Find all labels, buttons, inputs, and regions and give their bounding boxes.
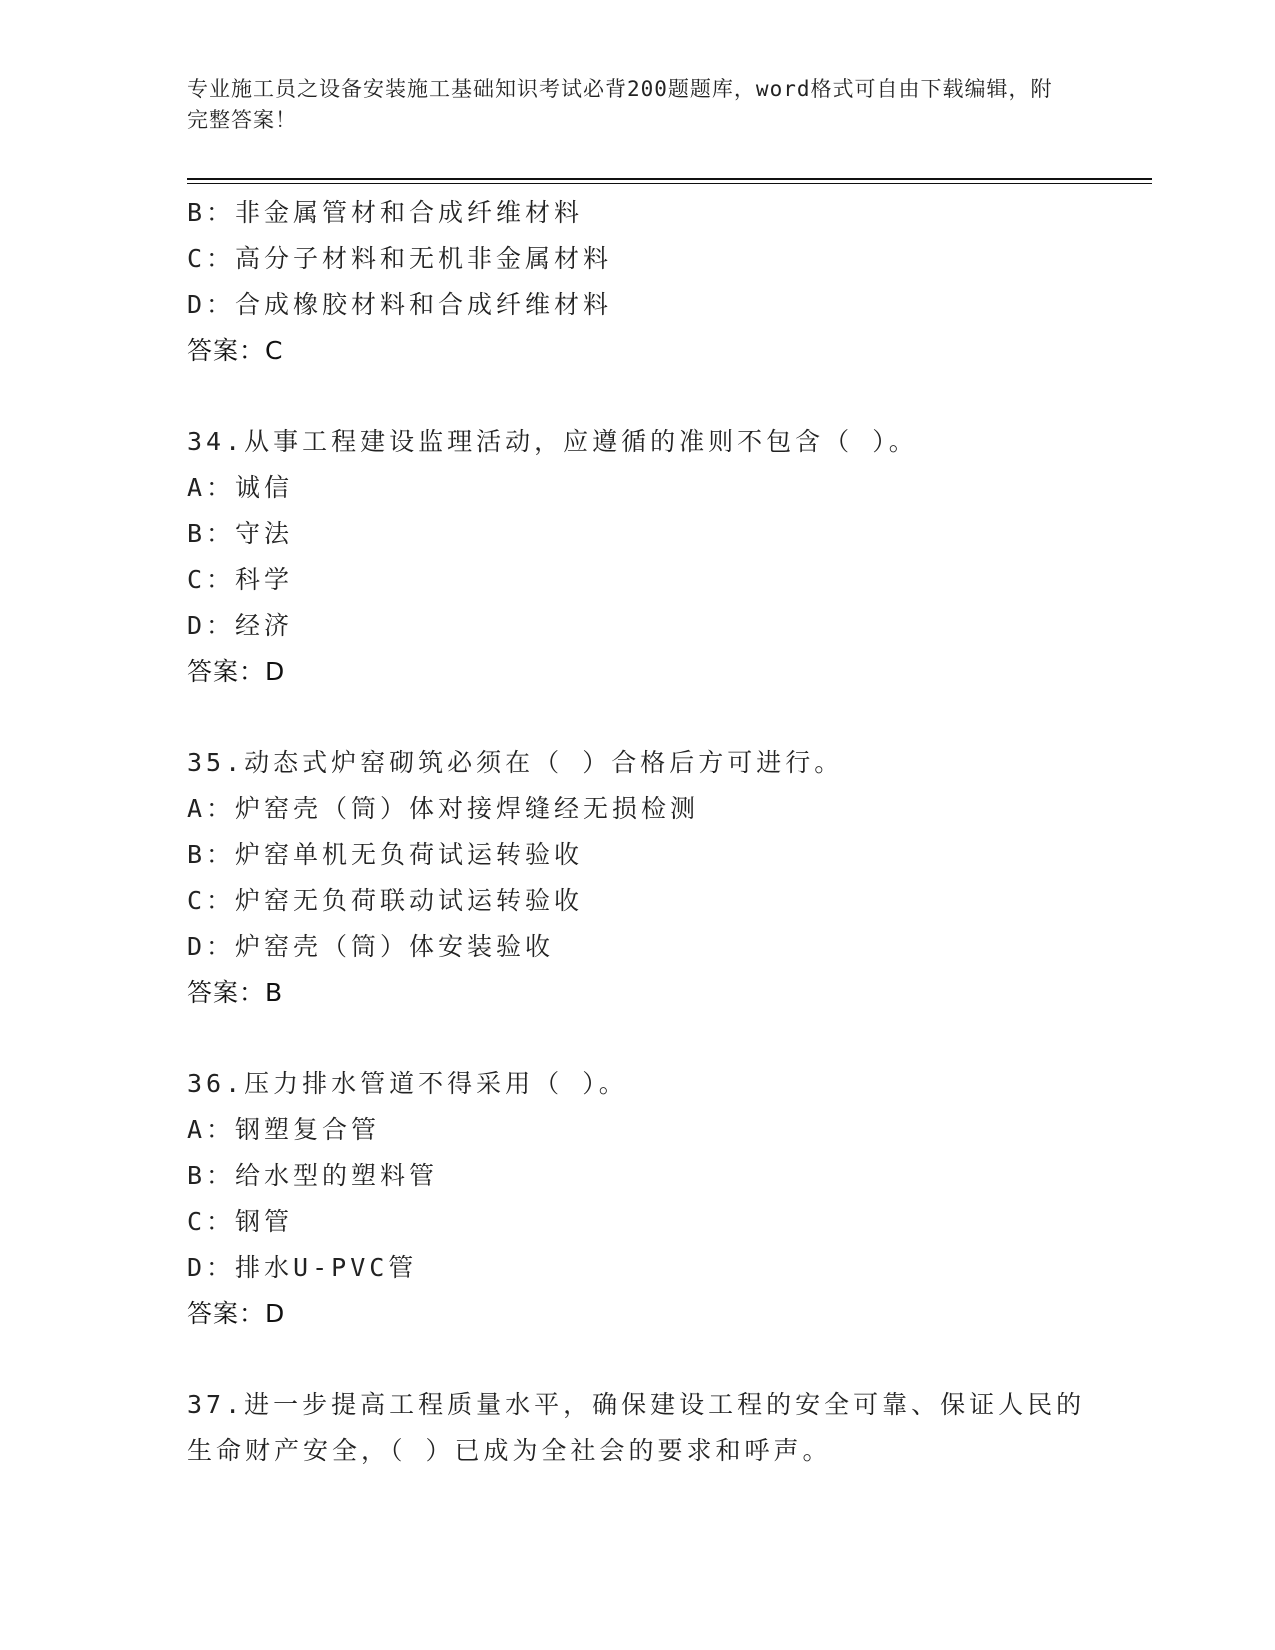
option-c: C：炉窑无负荷联动试运转验收 [187,886,584,915]
option-b: B：非金属管材和合成纤维材料 [187,198,584,227]
option-d: D：炉窑壳（筒）体安装验收 [187,932,555,961]
document-header: 专业施工员之设备安装施工基础知识考试必背200题题库，word格式可自由下载编辑，附完整答案！ [187,77,1053,132]
option-c: C：科学 [187,565,294,594]
question-35 [187,740,1147,1016]
answer: 答案：D [187,657,286,686]
option-d: D：经济 [187,611,294,640]
question-33-remainder [187,190,1147,374]
option-b: B：炉窑单机无负荷试运转验收 [187,840,584,869]
option-a: A：炉窑壳（筒）体对接焊缝经无损检测 [187,794,700,823]
question-text: 34.从事工程建设监理活动，应遵循的准则不包含（ ）。 [187,427,918,456]
option-b: B：守法 [187,519,294,548]
question-37 [187,1382,1147,1474]
answer: 答案：C [187,336,284,365]
option-d: D：合成橡胶材料和合成纤维材料 [187,290,613,319]
answer: 答案：B [187,978,284,1007]
question-text: 37.进一步提高工程质量水平，确保建设工程的安全可靠、保证人民的生命财产安全，（ ）已成为全社会的要求和呼声。 [187,1390,1086,1465]
answer: 答案：D [187,1299,286,1328]
option-d: D：排水U-PVC管 [187,1253,418,1282]
header-rule-thick [187,178,1152,180]
question-list [187,190,1147,1474]
option-a: A：诚信 [187,473,294,502]
option-b: B：给水型的塑料管 [187,1161,439,1190]
option-c: C：高分子材料和无机非金属材料 [187,244,613,273]
header-rule-thin [187,183,1152,184]
question-text: 36.压力排水管道不得采用（ ）。 [187,1069,628,1098]
question-36 [187,1061,1147,1337]
option-a: A：钢塑复合管 [187,1115,381,1144]
option-c: C：钢管 [187,1207,294,1236]
question-34 [187,419,1147,695]
question-text: 35.动态式炉窑砌筑必须在（ ）合格后方可进行。 [187,748,844,777]
